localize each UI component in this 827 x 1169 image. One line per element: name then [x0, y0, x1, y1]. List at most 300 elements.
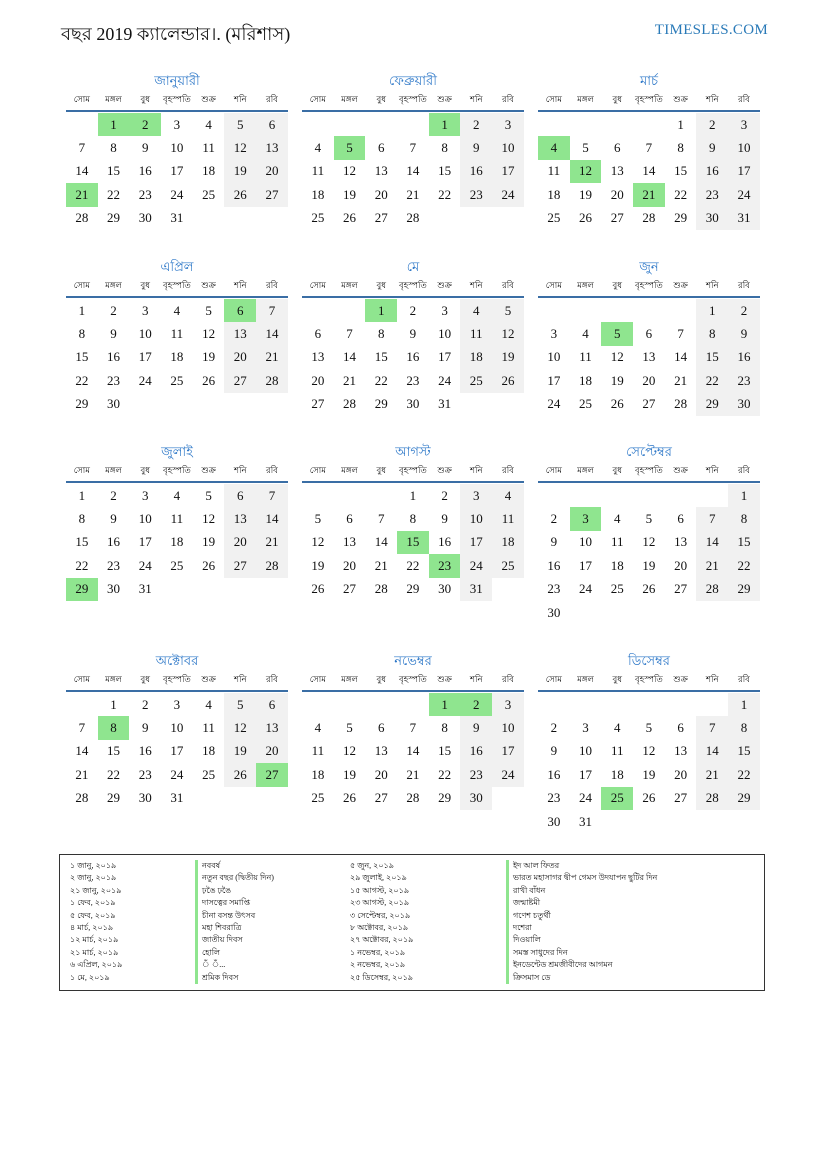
weekend-day-cell: 25: [460, 369, 492, 392]
day-cell: 29: [406, 581, 420, 597]
holiday-day-cell: 5: [601, 322, 633, 345]
legend-date: ৫ ফেব, ২০১৯: [70, 910, 116, 920]
day-cell: 29: [438, 790, 452, 806]
day-cell: 14: [75, 163, 89, 179]
day-cell: 25: [170, 557, 184, 573]
day-cell: 26: [642, 790, 656, 806]
day-cell: 19: [579, 186, 593, 202]
day-grid: [66, 484, 288, 601]
day-cell: 7: [78, 140, 86, 156]
day-cell: 27: [374, 210, 388, 226]
legend-holiday-name: হোলি: [195, 947, 274, 959]
day-cell: 7: [377, 511, 385, 527]
weekend-day-cell: 5: [224, 693, 256, 716]
weekend-day-cell: 2: [460, 113, 492, 136]
day-cell: 7: [645, 140, 653, 156]
weekday-label: রবি: [738, 94, 750, 104]
month-calendar: [66, 652, 288, 810]
day-cell: 5: [582, 140, 589, 156]
day-cell: 15: [107, 743, 121, 759]
weekday-label: বৃহস্পতি: [399, 674, 427, 684]
legend-date: ৮ অক্টোবর, ২০১৯: [350, 922, 409, 932]
day-cell: 19: [642, 766, 656, 782]
weekend-day-cell: 3: [492, 113, 524, 136]
legend-holiday-name: ইদ আল ফিতর: [506, 860, 657, 872]
day-cell: 21: [374, 557, 388, 573]
day-cell: 10: [170, 720, 184, 736]
empty-cell: [66, 113, 98, 136]
empty-cell: [570, 299, 602, 322]
weekend-day-cell: 7: [696, 716, 728, 739]
holiday-day-cell: 3: [570, 507, 602, 530]
day-cell: 3: [173, 696, 181, 712]
weekday-label: বৃহস্পতি: [163, 465, 191, 475]
day-grid: [66, 113, 288, 230]
day-cell: 4: [314, 720, 322, 736]
day-cell: 26: [343, 790, 357, 806]
day-cell: 18: [170, 534, 184, 550]
weekday-label: মঙ্গল: [105, 674, 122, 684]
day-cell: 10: [138, 511, 152, 527]
empty-cell: [633, 299, 665, 322]
day-cell: 22: [406, 557, 420, 573]
holiday-day-cell: 6: [224, 299, 256, 322]
site-link[interactable]: TIMESLES.COM: [654, 22, 768, 38]
day-cell: 24: [579, 581, 593, 597]
day-cell: 24: [579, 790, 593, 806]
holiday-day-cell: 1: [429, 113, 461, 136]
weekend-day-cell: 31: [460, 578, 492, 601]
day-cell: 23: [547, 790, 561, 806]
day-cell: 26: [311, 581, 325, 597]
day-cell: 30: [107, 581, 121, 597]
day-cell: 31: [579, 813, 593, 829]
weekday-label: রবি: [266, 674, 278, 684]
day-cell: 11: [311, 163, 325, 179]
weekend-day-cell: 11: [492, 507, 524, 530]
empty-cell: [302, 113, 334, 136]
month-calendar: [302, 72, 524, 230]
day-cell: 17: [170, 163, 184, 179]
empty-cell: [538, 693, 570, 716]
day-cell: 13: [374, 743, 388, 759]
weekend-day-cell: 20: [224, 531, 256, 554]
empty-cell: [570, 693, 602, 716]
day-cell: 3: [441, 302, 448, 318]
empty-cell: [665, 484, 697, 507]
month-name: জুন: [639, 259, 659, 274]
day-cell: 19: [343, 186, 357, 202]
day-cell: 29: [674, 210, 688, 226]
weekend-day-cell: 18: [460, 346, 492, 369]
day-cell: 21: [406, 186, 420, 202]
day-cell: 4: [173, 302, 181, 318]
weekday-header: [538, 276, 760, 298]
day-cell: 8: [677, 140, 684, 156]
weekday-label: মঙ্গল: [105, 280, 122, 290]
weekday-label: সোম: [73, 674, 90, 684]
weekend-day-cell: 19: [492, 346, 524, 369]
weekend-day-cell: 17: [492, 740, 524, 763]
day-cell: 1: [110, 696, 117, 712]
day-cell: 12: [642, 534, 656, 550]
month-calendar: [538, 72, 760, 230]
day-cell: 30: [406, 396, 420, 412]
weekday-label: সোম: [309, 280, 326, 290]
weekday-header: [302, 670, 524, 692]
day-cell: 6: [346, 511, 353, 527]
empty-cell: [334, 299, 366, 322]
weekday-label: শুক্র: [437, 94, 452, 104]
weekday-label: শুক্র: [673, 280, 688, 290]
day-cell: 11: [610, 534, 624, 550]
day-cell: 15: [438, 163, 452, 179]
holiday-day-cell: 1: [365, 299, 397, 322]
day-cell: 16: [547, 557, 561, 573]
weekday-label: বৃহস্পতি: [163, 94, 191, 104]
month-calendar: [302, 258, 524, 416]
day-cell: 1: [409, 487, 417, 503]
weekend-day-cell: 7: [696, 507, 728, 530]
day-cell: 28: [343, 396, 357, 412]
weekday-label: রবি: [266, 94, 278, 104]
legend-holiday-name: গণেশ চতুর্থী: [506, 910, 657, 922]
legend-holiday-name: দাসত্বের সমাপ্তি: [195, 897, 274, 909]
day-cell: 3: [582, 720, 589, 736]
holiday-day-cell: 2: [460, 693, 492, 716]
day-cell: 17: [170, 743, 184, 759]
day-cell: 18: [610, 766, 624, 782]
weekend-day-cell: 10: [492, 716, 524, 739]
weekday-label: শনি: [234, 674, 247, 684]
weekend-day-cell: 13: [256, 136, 288, 159]
weekday-label: বৃহস্পতি: [635, 94, 663, 104]
month-calendar: [538, 443, 760, 624]
day-cell: 13: [674, 743, 688, 759]
legend-holiday-name: সমস্ত সাধুদের দিন: [506, 947, 657, 959]
weekend-day-cell: 15: [728, 740, 760, 763]
day-cell: 9: [110, 511, 117, 527]
day-cell: 17: [138, 349, 152, 365]
day-cell: 22: [107, 186, 121, 202]
legend-date: ১ জানু, ২০১৯: [70, 861, 117, 870]
weekday-label: সোম: [545, 465, 562, 475]
day-cell: 11: [202, 720, 215, 736]
day-cell: 24: [547, 396, 561, 412]
weekday-label: শনি: [234, 94, 247, 104]
weekday-label: শনি: [706, 94, 719, 104]
weekend-day-cell: 20: [256, 740, 288, 763]
weekday-label: বুধ: [612, 674, 622, 684]
weekend-day-cell: 26: [224, 763, 256, 786]
legend-date: ৫ জুন, ২০১৯: [350, 861, 394, 870]
day-grid: [538, 113, 760, 230]
day-cell: 25: [579, 396, 593, 412]
legend-holiday-name: ইনডেন্টেড শ্রমজীবীদের আগমন: [506, 959, 657, 971]
day-cell: 28: [406, 210, 420, 226]
day-cell: 22: [438, 186, 452, 202]
day-cell: 12: [610, 349, 624, 365]
weekend-day-cell: 14: [256, 507, 288, 530]
legend-names-col-1: [195, 860, 274, 984]
weekend-day-cell: 5: [492, 299, 524, 322]
weekday-header: [538, 461, 760, 483]
day-cell: 9: [550, 534, 558, 550]
weekend-day-cell: 29: [728, 578, 760, 601]
empty-cell: [665, 693, 697, 716]
day-cell: 8: [409, 511, 417, 527]
weekend-day-cell: 23: [460, 763, 492, 786]
day-cell: 24: [170, 186, 184, 202]
legend-holiday-name: নতুন বছর (দ্বিতীয় দিন): [195, 872, 274, 884]
day-grid: [302, 484, 524, 601]
day-cell: 31: [438, 396, 452, 412]
day-cell: 21: [406, 766, 420, 782]
weekday-header: [66, 90, 288, 112]
weekend-day-cell: 15: [696, 346, 728, 369]
weekend-day-cell: 11: [460, 322, 492, 345]
holiday-day-cell: 12: [570, 160, 602, 183]
weekday-label: রবি: [738, 465, 750, 475]
day-cell: 19: [610, 372, 624, 388]
legend-date: ২৫ ডিসেম্বর, ২০১৯: [350, 972, 413, 982]
day-cell: 28: [75, 790, 89, 806]
weekend-day-cell: 22: [728, 554, 760, 577]
weekend-day-cell: 6: [224, 484, 256, 507]
holiday-day-cell: 1: [98, 113, 130, 136]
day-cell: 30: [107, 396, 121, 412]
day-cell: 2: [550, 720, 558, 736]
weekday-header: [302, 276, 524, 298]
day-cell: 17: [579, 766, 593, 782]
day-cell: 22: [75, 372, 89, 388]
holiday-day-cell: 1: [429, 693, 461, 716]
day-cell: 5: [346, 720, 353, 736]
day-cell: 29: [374, 396, 388, 412]
day-cell: 13: [343, 534, 357, 550]
day-cell: 23: [138, 186, 152, 202]
weekend-day-cell: 9: [728, 322, 760, 345]
day-cell: 6: [314, 326, 322, 342]
weekday-label: শনি: [470, 465, 483, 475]
empty-cell: [66, 693, 98, 716]
weekend-day-cell: 3: [460, 484, 492, 507]
day-cell: 3: [173, 116, 181, 132]
weekday-label: বৃহস্পতি: [635, 280, 663, 290]
weekend-day-cell: 7: [256, 484, 288, 507]
empty-cell: [633, 484, 665, 507]
holiday-day-cell: 8: [98, 716, 130, 739]
day-cell: 23: [107, 372, 121, 388]
day-cell: 5: [645, 511, 653, 527]
day-cell: 28: [642, 210, 656, 226]
day-cell: 27: [343, 581, 357, 597]
holiday-day-cell: 4: [538, 136, 570, 159]
day-cell: 11: [170, 326, 184, 342]
empty-cell: [665, 299, 697, 322]
legend-holiday-name: শ্রমিক দিবস: [195, 972, 274, 984]
day-cell: 11: [202, 140, 215, 156]
day-cell: 25: [610, 581, 624, 597]
legend-holiday-name: নববর্ষ: [195, 860, 274, 872]
day-cell: 24: [138, 372, 152, 388]
day-cell: 25: [202, 186, 216, 202]
weekday-label: বুধ: [612, 94, 622, 104]
weekend-day-cell: 24: [728, 183, 760, 206]
day-cell: 13: [374, 163, 388, 179]
day-cell: 29: [107, 210, 121, 226]
day-cell: 25: [311, 790, 325, 806]
weekend-day-cell: 23: [696, 183, 728, 206]
weekday-label: বৃহস্পতি: [635, 465, 663, 475]
holiday-day-cell: 21: [66, 183, 98, 206]
weekend-day-cell: 23: [728, 369, 760, 392]
day-cell: 26: [343, 210, 357, 226]
empty-cell: [365, 484, 397, 507]
weekday-label: শুক্র: [201, 465, 216, 475]
day-cell: 19: [642, 557, 656, 573]
weekday-label: মঙ্গল: [577, 280, 594, 290]
day-cell: 22: [438, 766, 452, 782]
month-name: জুলাই: [161, 444, 193, 459]
weekday-label: বুধ: [140, 674, 150, 684]
legend-date: ২৯ জুলাই, ২০১৯: [350, 873, 407, 883]
weekend-day-cell: 10: [492, 136, 524, 159]
legend-date: ২১ জানু, ২০১৯: [70, 885, 122, 895]
day-cell: 22: [374, 372, 388, 388]
weekend-day-cell: 21: [696, 763, 728, 786]
empty-cell: [397, 693, 429, 716]
weekday-label: বুধ: [376, 280, 386, 290]
day-cell: 1: [78, 487, 86, 503]
day-cell: 31: [170, 210, 184, 226]
weekend-day-cell: 8: [696, 322, 728, 345]
weekend-day-cell: 16: [728, 346, 760, 369]
empty-cell: [302, 693, 334, 716]
day-cell: 4: [205, 116, 212, 132]
month-calendar: [66, 72, 288, 230]
day-cell: 28: [75, 210, 89, 226]
weekday-label: মঙ্গল: [577, 94, 594, 104]
day-cell: 6: [645, 326, 653, 342]
legend-date: ২ জানু, ২০১৯: [70, 873, 117, 883]
day-cell: 11: [579, 349, 592, 365]
weekend-day-cell: 16: [696, 160, 728, 183]
day-cell: 16: [107, 534, 121, 550]
day-cell: 15: [374, 349, 388, 365]
weekend-day-cell: 21: [256, 531, 288, 554]
day-cell: 20: [374, 186, 388, 202]
weekend-day-cell: 1: [696, 299, 728, 322]
day-cell: 10: [547, 349, 561, 365]
empty-cell: [538, 299, 570, 322]
day-cell: 2: [441, 487, 448, 503]
day-cell: 10: [170, 140, 184, 156]
legend-holiday-name: জন্মাষ্টমী: [506, 897, 657, 909]
day-cell: 23: [138, 766, 152, 782]
holiday-day-cell: 23: [429, 554, 461, 577]
weekday-label: রবি: [738, 674, 750, 684]
weekday-label: বুধ: [376, 674, 386, 684]
day-cell: 20: [674, 557, 688, 573]
weekday-label: শনি: [706, 465, 719, 475]
weekday-label: বুধ: [376, 465, 386, 475]
day-cell: 27: [374, 790, 388, 806]
weekday-label: শুক্র: [201, 280, 216, 290]
day-grid: [538, 299, 760, 416]
day-cell: 27: [311, 396, 325, 412]
weekend-day-cell: 25: [492, 554, 524, 577]
day-cell: 26: [610, 396, 624, 412]
empty-cell: [696, 693, 728, 716]
day-grid: [302, 299, 524, 416]
day-cell: 25: [311, 210, 325, 226]
weekend-day-cell: 28: [256, 554, 288, 577]
day-cell: 15: [75, 534, 89, 550]
weekend-day-cell: 17: [492, 160, 524, 183]
weekday-label: বুধ: [140, 280, 150, 290]
weekend-day-cell: 21: [256, 346, 288, 369]
day-cell: 1: [78, 302, 86, 318]
legend-holiday-name: ঁ ঁ...: [195, 959, 274, 971]
month-name: মার্চ: [639, 73, 658, 88]
weekend-day-cell: 13: [224, 322, 256, 345]
empty-cell: [601, 113, 633, 136]
weekend-day-cell: 15: [728, 531, 760, 554]
weekday-label: মঙ্গল: [341, 674, 358, 684]
empty-cell: [302, 484, 334, 507]
weekend-day-cell: 31: [728, 207, 760, 230]
weekday-label: রবি: [266, 465, 278, 475]
holiday-day-cell: 2: [129, 113, 161, 136]
day-cell: 15: [438, 743, 452, 759]
month-name: ফেব্রুয়ারী: [389, 73, 437, 88]
day-cell: 27: [642, 396, 656, 412]
legend-date: ২ নভেম্বর, ২০১৯: [350, 960, 406, 970]
empty-cell: [633, 113, 665, 136]
day-cell: 12: [311, 534, 325, 550]
holiday-legend: [59, 854, 765, 991]
day-cell: 14: [75, 743, 89, 759]
holiday-day-cell: 15: [397, 531, 429, 554]
day-cell: 17: [579, 557, 593, 573]
weekend-day-cell: 1: [728, 484, 760, 507]
day-cell: 26: [202, 557, 216, 573]
weekday-label: শুক্র: [673, 465, 688, 475]
day-cell: 4: [613, 511, 621, 527]
day-cell: 6: [677, 720, 684, 736]
day-cell: 18: [311, 186, 325, 202]
day-cell: 6: [677, 511, 684, 527]
legend-holiday-name: জাতীয় দিবস: [195, 934, 274, 946]
day-cell: 8: [78, 511, 86, 527]
month-calendar: [538, 652, 760, 833]
day-cell: 14: [406, 163, 420, 179]
day-cell: 9: [141, 720, 149, 736]
day-cell: 7: [677, 326, 684, 342]
day-cell: 16: [138, 163, 152, 179]
weekday-header: [538, 670, 760, 692]
weekday-label: শুক্র: [201, 674, 216, 684]
weekend-day-cell: 9: [460, 136, 492, 159]
weekend-day-cell: 24: [492, 763, 524, 786]
day-cell: 28: [674, 396, 688, 412]
weekday-label: রবি: [502, 280, 514, 290]
day-cell: 16: [547, 766, 561, 782]
weekend-day-cell: 29: [728, 787, 760, 810]
day-cell: 16: [138, 743, 152, 759]
day-cell: 22: [674, 186, 688, 202]
